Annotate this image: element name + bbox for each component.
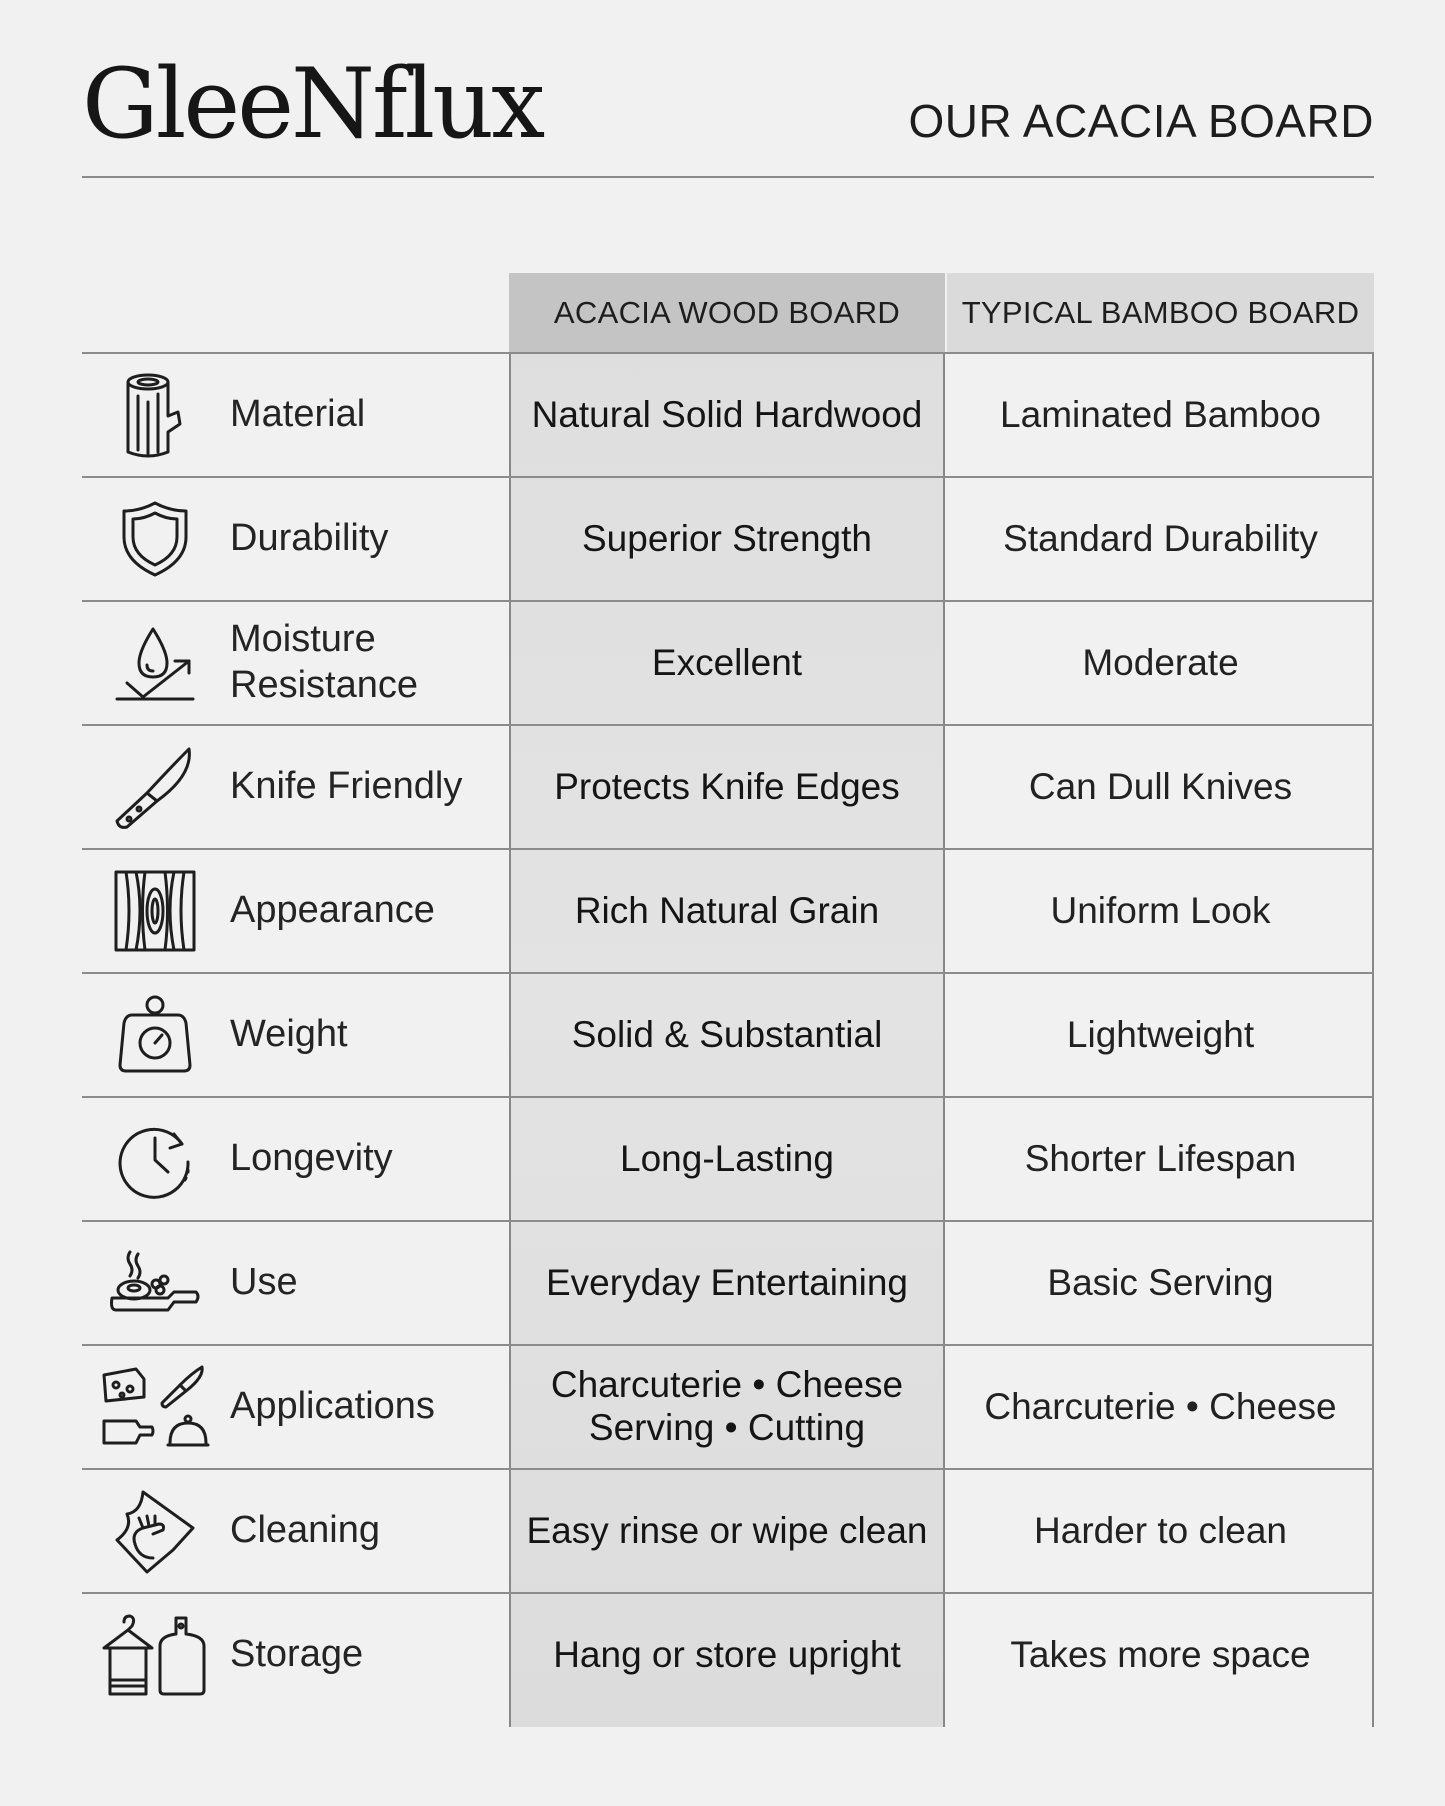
bamboo-value: Takes more space bbox=[1010, 1633, 1311, 1675]
header bbox=[82, 50, 1374, 178]
bamboo-value: Standard Durability bbox=[1003, 517, 1318, 559]
row-label: Knife Friendly bbox=[230, 765, 463, 808]
row-label: Durability bbox=[230, 517, 389, 560]
applications-icon bbox=[100, 1359, 210, 1455]
table-row bbox=[82, 1592, 1374, 1716]
acacia-value: Long-Lasting bbox=[620, 1137, 834, 1179]
table-row bbox=[82, 1220, 1374, 1344]
table-header-row bbox=[82, 273, 1374, 352]
row-label: Material bbox=[230, 393, 366, 436]
row-label: Appearance bbox=[230, 889, 435, 932]
clock-icon bbox=[100, 1111, 210, 1207]
bamboo-value: Moderate bbox=[1082, 641, 1239, 683]
bamboo-value: Laminated Bamboo bbox=[1000, 393, 1321, 435]
column-header-acacia: ACACIA WOOD BOARD bbox=[509, 273, 945, 352]
acacia-value: Excellent bbox=[651, 641, 803, 683]
column-header-bamboo: TYPICAL BAMBOO BOARD bbox=[947, 273, 1374, 352]
acacia-value: Everyday Entertaining bbox=[546, 1261, 908, 1303]
table-row bbox=[82, 724, 1374, 848]
shield-icon bbox=[100, 491, 210, 587]
table-row bbox=[82, 476, 1374, 600]
bamboo-value: Basic Serving bbox=[1047, 1261, 1274, 1303]
table-row bbox=[82, 1096, 1374, 1220]
row-label: Longevity bbox=[230, 1137, 393, 1180]
cleaning-cloth-icon bbox=[100, 1483, 210, 1579]
table-row bbox=[82, 352, 1374, 476]
table-row bbox=[82, 1344, 1374, 1468]
row-label: Moisture Resistance bbox=[230, 618, 418, 706]
bamboo-value: Shorter Lifespan bbox=[1024, 1137, 1297, 1179]
acacia-value: Solid & Substantial bbox=[571, 1013, 883, 1055]
log-icon bbox=[100, 367, 210, 463]
acacia-value: Rich Natural Grain bbox=[574, 889, 880, 931]
bamboo-value: Can Dull Knives bbox=[1028, 765, 1293, 807]
weight-scale-icon bbox=[100, 987, 210, 1083]
wood-grain-icon bbox=[100, 863, 210, 959]
water-drop-icon bbox=[100, 615, 210, 711]
acacia-value: Charcuterie • Cheese Serving • Cutting bbox=[550, 1364, 904, 1448]
acacia-value: Easy rinse or wipe clean bbox=[526, 1509, 928, 1551]
acacia-value: Natural Solid Hardwood bbox=[531, 393, 923, 435]
row-label: Cleaning bbox=[230, 1509, 380, 1552]
comparison-table bbox=[82, 273, 1374, 1716]
bamboo-value: Harder to clean bbox=[1034, 1509, 1287, 1551]
page-title: OUR ACACIA BOARD bbox=[908, 95, 1374, 147]
row-label: Use bbox=[230, 1261, 298, 1304]
row-label: Applications bbox=[230, 1385, 435, 1428]
table-row bbox=[82, 848, 1374, 972]
knife-icon bbox=[100, 739, 210, 835]
table-row bbox=[82, 1468, 1374, 1592]
acacia-value: Protects Knife Edges bbox=[554, 765, 900, 807]
bamboo-value: Lightweight bbox=[1066, 1013, 1255, 1055]
bamboo-value: Charcuterie • Cheese bbox=[984, 1385, 1337, 1427]
bamboo-value: Uniform Look bbox=[1050, 889, 1271, 931]
table-row bbox=[82, 972, 1374, 1096]
acacia-value: Hang or store upright bbox=[553, 1633, 901, 1675]
brand-logo: GleeNflux bbox=[82, 48, 543, 160]
row-label: Weight bbox=[230, 1013, 348, 1056]
row-label: Storage bbox=[230, 1633, 364, 1676]
table-row bbox=[82, 600, 1374, 724]
acacia-value: Superior Strength bbox=[581, 517, 872, 559]
serving-board-icon bbox=[100, 1235, 210, 1331]
storage-hanger-icon bbox=[100, 1607, 210, 1703]
